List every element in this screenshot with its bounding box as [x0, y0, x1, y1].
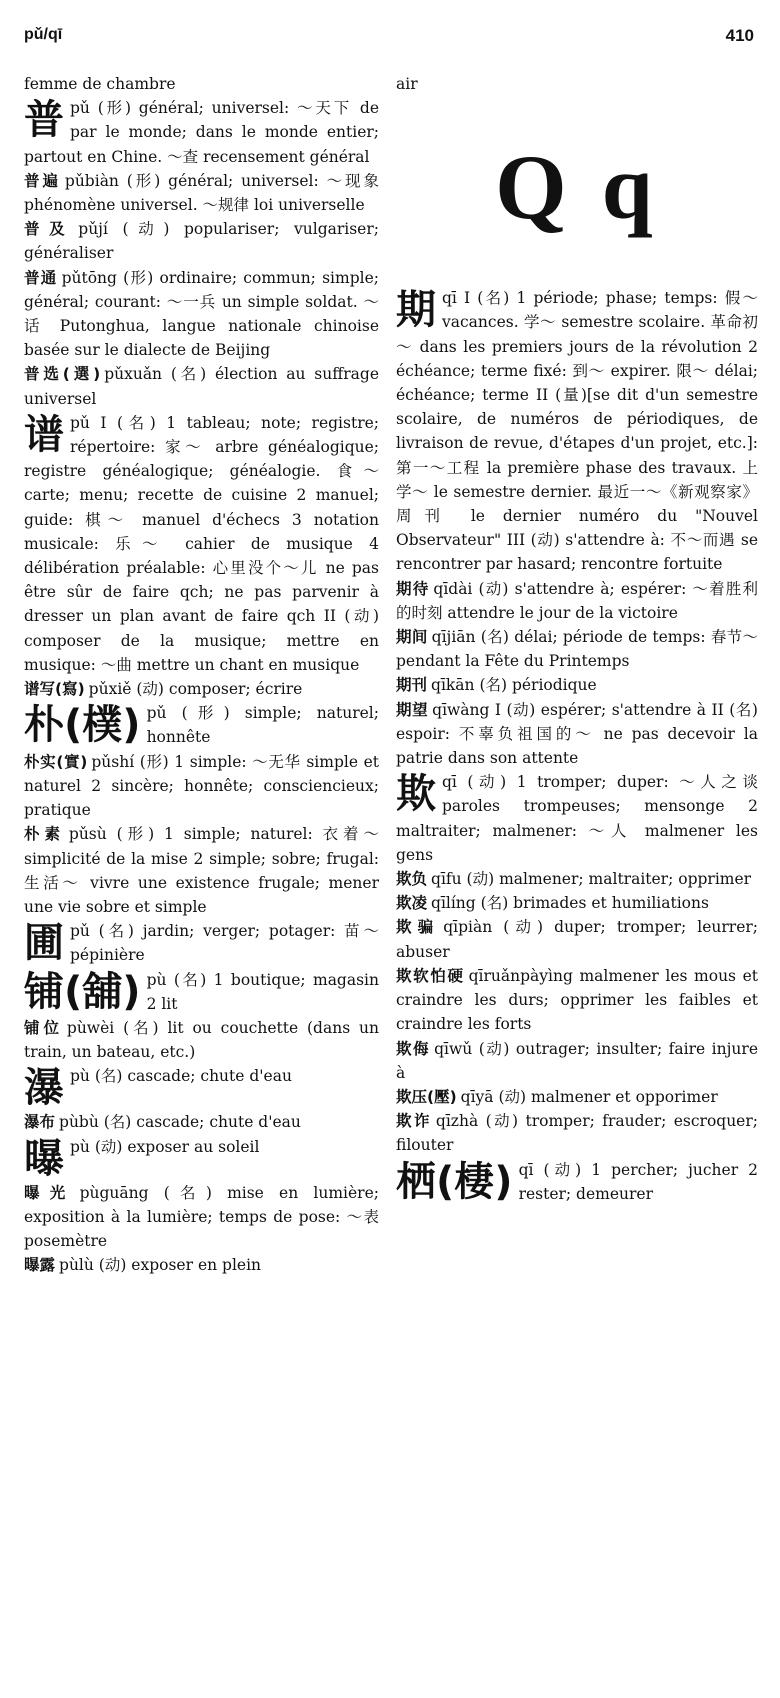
dictionary-entry	[396, 867, 758, 891]
entry-headword: 普选(選)	[24, 365, 101, 384]
page-number: 410	[725, 26, 754, 45]
entry-definition: pǔjí (动) populariser; vulgariser; généraliser	[24, 220, 379, 263]
entry-definition: qīwàng I (动) espérer; s'attendre à II (名) espoir: 不辜负祖国的～ ne pas decevoir la patrie dans son attente	[396, 700, 758, 768]
right-column	[396, 72, 758, 1678]
entry-definition: qī (动) 1 tromper; duper: ～人之谈 paroles trompeuses; mensonge 2 maltraiter; malmener: ～人 malmener les gens	[396, 773, 758, 864]
dictionary-entry	[24, 1181, 379, 1254]
entry-headword: 欺	[396, 771, 436, 818]
entry-headword: 曝光	[24, 1183, 76, 1202]
entry-headword: 欺诈	[396, 1112, 432, 1131]
entry-headword: 期待	[396, 579, 430, 598]
entry-headword: 普通	[24, 268, 58, 287]
dictionary-entry	[24, 750, 379, 823]
entry-headword: 期间	[396, 628, 428, 647]
entry-headword: 谱	[24, 411, 64, 458]
entry-headword: 瀑布	[24, 1113, 56, 1132]
dictionary-entry	[24, 677, 379, 701]
entry-headword: 期望	[396, 700, 429, 719]
entry-headword: 普及	[24, 220, 75, 239]
entry-definition: qīyā (动) malmener et opporimer	[460, 1087, 718, 1106]
entry-definition: qī (动) 1 percher; jucher 2 rester; demeurer	[518, 1160, 758, 1203]
entry-headword: 朴实(實)	[24, 752, 88, 771]
entry-definition: pùbù (名) cascade; chute d'eau	[59, 1113, 301, 1132]
dictionary-entry	[396, 577, 758, 625]
entry-definition: qīruǎnpàyìng malmener les mous et craindre les durs; opprimer les faibles et craindre les forts	[396, 966, 758, 1034]
entry-headword: 朴(樸)	[24, 702, 141, 749]
dictionary-entry	[24, 822, 379, 919]
entry-headword: 期	[396, 287, 436, 334]
entry-headword: 瀑	[24, 1065, 64, 1112]
dictionary-entry	[396, 964, 758, 1037]
entry-definition: qīdài (动) s'attendre à; espérer: ～着胜利的时刻 attendre le jour de la victoire	[396, 579, 758, 622]
entry-headword: 普	[24, 97, 64, 144]
entry-definition: pǔ (形) général; universel: ～天下 de par le monde; dans le monde entier; partout en Chine. ～查 recensement général	[24, 99, 379, 166]
entry-definition: pǔ (形) simple; naturel; honnête	[146, 704, 379, 747]
dictionary-entry	[24, 411, 379, 677]
entry-definition: qījiān (名) délai; période de temps: 春节～ pendant la Fête du Printemps	[396, 628, 758, 671]
dictionary-entry	[24, 266, 379, 363]
dictionary-entry	[24, 1253, 379, 1277]
entry-definition: pù (名) cascade; chute d'eau	[70, 1067, 292, 1086]
dictionary-entry	[24, 1016, 379, 1064]
entry-definition: qīfu (动) malmener; maltraiter; opprimer	[431, 870, 752, 889]
dictionary-entry	[396, 698, 758, 771]
dictionary-entry	[396, 673, 758, 697]
dictionary-entry	[396, 1085, 758, 1109]
right-entries	[396, 286, 758, 1206]
entry-definition: pùguāng (名) mise en lumière; exposition à la lumière; temps de pose: ～表 posemètre	[24, 1183, 379, 1250]
entry-definition: qīkān (名) périodique	[431, 676, 597, 695]
entry-definition: pǔ (名) jardin; verger; potager: 苗～ pépinière	[70, 922, 379, 965]
dictionary-entry	[396, 1158, 758, 1206]
entry-definition: pùwèi (名) lit ou couchette (dans un train, un bateau, etc.)	[24, 1018, 379, 1062]
entry-headword: 欺软怕硬	[396, 966, 465, 985]
entry-definition: qīlíng (名) brimades et humiliations	[431, 894, 709, 913]
dictionary-entry	[24, 1110, 379, 1134]
dictionary-entry	[396, 1109, 758, 1157]
dictionary-entry	[24, 169, 379, 217]
entry-headword: 铺(舖)	[24, 968, 141, 1015]
entry-headword: 欺压(壓)	[396, 1087, 457, 1106]
entry-definition: pǔsù (形) 1 simple; naturel: 衣着～ simplicité de la mise 2 simple; sobre; frugal: 生活～ vivre une existence frugale; mener une vie sobre et simple	[24, 825, 379, 916]
dictionary-entry	[396, 891, 758, 915]
entry-headword: 欺侮	[396, 1039, 431, 1058]
entry-definition: qīpiàn (动) duper; tromper; leurrer; abuser	[396, 918, 758, 961]
entry-definition: pù (动) exposer au soleil	[70, 1137, 260, 1156]
left-entries	[24, 96, 379, 1277]
entry-definition: qī I (名) 1 période; phase; temps: 假～ vacances. 学～ semestre scolaire. 革命初～ dans les premiers jours de la révolution 2 échéance; terme fixé: 到～ expirer. 限～ délai; échéance; terme II (量)[se dit d'un semestre scolaire, de numéros de périodiques, de livraison de revue, d'étapes d'un projet, etc.]: 第一～工程 la première phase des travaux. 上学～ le semestre dernier. 最近一～《新观察家》周刊 le dernier numéro du "Nouvel Observateur" III (动) s'attendre à: 不～而遇 se rencontrer par hasard; rencontre fortuite	[396, 289, 758, 574]
entry-headword: 谱写(寫)	[24, 680, 85, 699]
dictionary-entry	[396, 915, 758, 963]
entry-headword: 栖(棲)	[396, 1158, 513, 1205]
left-column	[24, 72, 379, 1678]
entry-definition: pù (名) 1 boutique; magasin 2 lit	[146, 970, 379, 1013]
entry-definition: pǔ I (名) 1 tableau; note; registre; répertoire: 家～ arbre généalogique; registre généalogique; généalogie. 食～ carte; menu; recette de cuisine 2 manuel; guide: 棋～ manuel d'échecs 3 notation musicale: 乐～ cahier de musique 4 délibération préalable: 心里没个～儿 ne pas être sûr de faire qch; ne pas parvenir à dresser un plan avant de faire qch II (动) composer de la musique; mettre en musique: ～曲 mettre un chant en musique	[24, 413, 379, 674]
dictionary-entry	[24, 968, 379, 1016]
entry-definition: pǔshí (形) 1 simple: ～无华 simple et naturel 2 sincère; honnête; consciencieux; pratique	[24, 752, 379, 820]
dictionary-entry	[24, 701, 379, 749]
entry-headword: 朴素	[24, 825, 65, 844]
dictionary-entry	[24, 1135, 379, 1182]
entry-headword: 欺负	[396, 870, 428, 889]
dictionary-entry	[396, 286, 758, 576]
entry-headword: 欺骗	[396, 918, 440, 937]
continuation-text: air	[396, 75, 418, 93]
dictionary-entry	[24, 96, 379, 169]
dictionary-entry	[24, 1064, 379, 1112]
continuation-text: femme de chambre	[24, 75, 176, 93]
entry-definition: pùlù (动) exposer en plein	[59, 1256, 262, 1275]
entry-definition: qīwǔ (动) outrager; insulter; faire injure à	[396, 1039, 758, 1082]
entry-definition: pǔxiě (动) composer; écrire	[88, 680, 303, 699]
entry-headword: 铺位	[24, 1018, 63, 1037]
entry-headword: 欺凌	[396, 894, 428, 913]
dictionary-entry	[24, 362, 379, 410]
entry-headword: 普遍	[24, 171, 61, 190]
entry-headword: 曝露	[24, 1256, 56, 1275]
dictionary-entry	[396, 625, 758, 673]
entry-definition: pǔxuǎn (名) élection au suffrage universel	[24, 365, 379, 408]
section-letter: Q q	[495, 136, 659, 239]
entry-headword: 曝	[24, 1135, 64, 1182]
entry-definition: qīzhà (动) tromper; frauder; escroquer; filouter	[396, 1112, 758, 1155]
page-header	[24, 26, 754, 56]
dictionary-entry	[24, 919, 379, 967]
entry-headword: 期刊	[396, 676, 428, 695]
dictionary-entry	[396, 770, 758, 867]
header-range: pǔ/qī	[24, 26, 63, 43]
entry-definition: pǔtōng (形) ordinaire; commun; simple; général; courant: ～一兵 un simple soldat. ～话 Putonghua, langue nationale chinoise basée sur le dialecte de Beijing	[24, 268, 379, 360]
dictionary-entry	[396, 1037, 758, 1085]
entry-headword: 圃	[24, 920, 64, 967]
dictionary-entry	[24, 217, 379, 265]
entry-definition: pǔbiàn (形) général; universel: ～现象 phénomène universel. ～规律 loi universelle	[24, 171, 379, 215]
